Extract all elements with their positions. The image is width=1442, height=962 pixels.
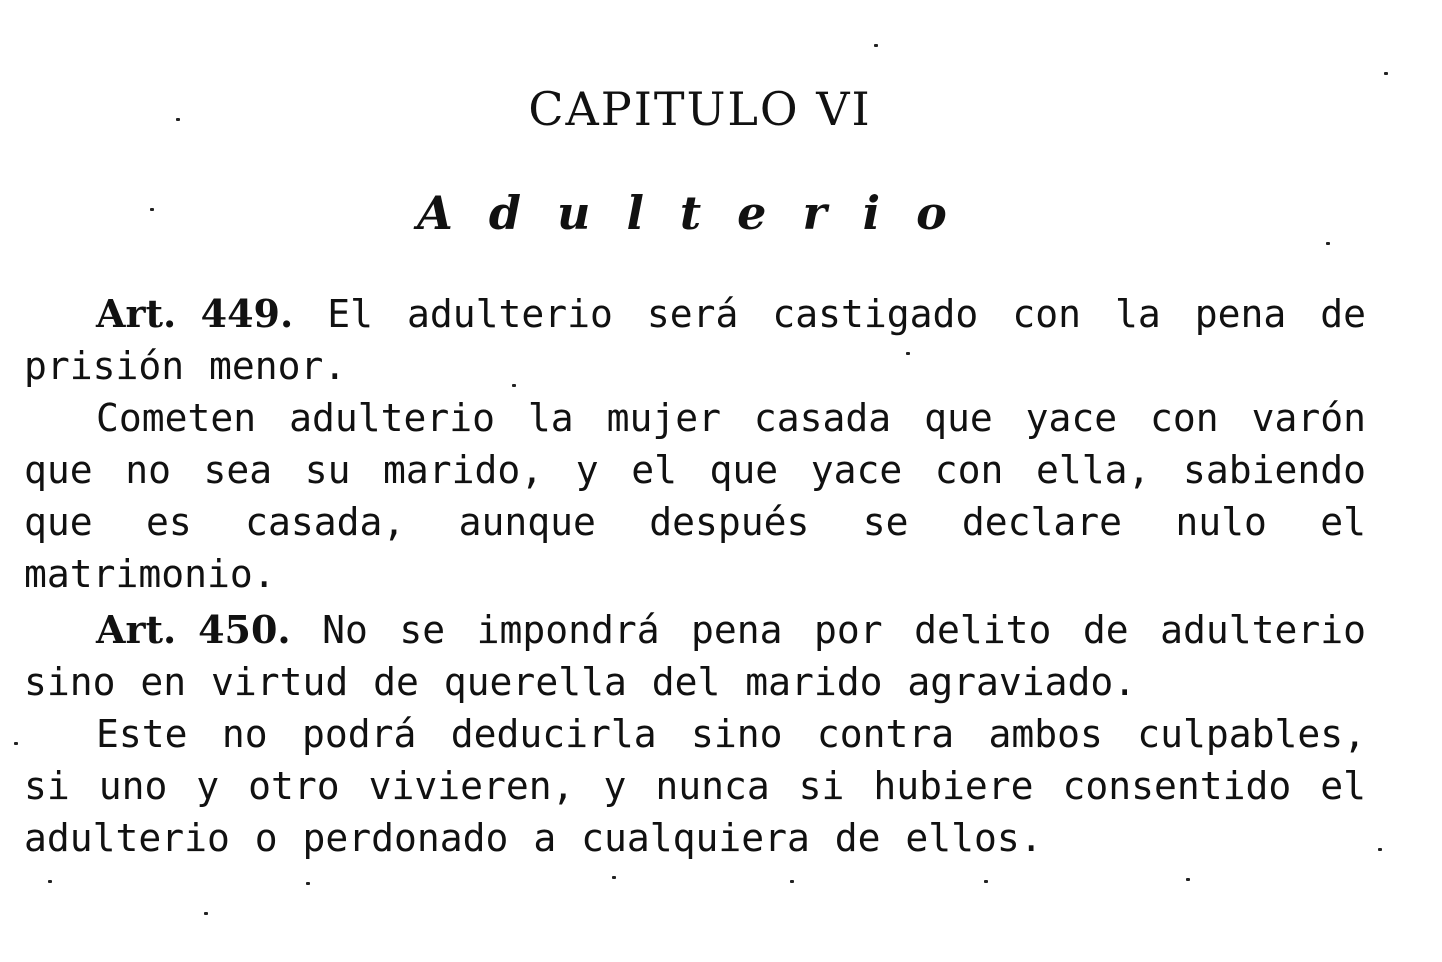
scan-speck — [306, 882, 310, 885]
scan-speck — [512, 384, 516, 387]
chapter-title: CAPITULO VI — [528, 82, 872, 136]
scan-speck — [984, 880, 988, 883]
article-449-second-paragraph — [24, 392, 1366, 600]
article-text: Cometen adulterio la mujer casada que yace con varón que no sea su marido, y el que yace con ella, sabiendo que es casada, aunque después se declare nulo el matrimonio. — [24, 396, 1366, 596]
article-450-paragraph — [24, 604, 1366, 708]
scan-speck — [150, 208, 154, 211]
scan-speck — [612, 876, 616, 879]
article-number: Art. 450. — [96, 607, 291, 652]
article-number: Art. 449. — [96, 291, 294, 336]
scan-speck — [1378, 848, 1382, 851]
chapter-subtitle: Adulterio — [417, 186, 983, 240]
scan-speck — [874, 44, 878, 47]
scan-speck — [204, 912, 208, 915]
article-450-second-paragraph — [24, 708, 1366, 864]
scan-speck — [176, 118, 180, 121]
scan-speck — [906, 352, 910, 355]
scan-speck — [1384, 72, 1388, 75]
scan-speck — [14, 742, 18, 745]
scan-speck — [1326, 242, 1330, 245]
scan-speck — [790, 880, 794, 883]
article-text: Este no podrá deducirla sino contra ambos culpables, si uno y otro vivieren, y nunca si hubiere consentido el adulterio o perdonado a cualquiera de ellos. — [24, 712, 1366, 860]
article-449-paragraph — [24, 288, 1366, 392]
scan-speck — [1186, 878, 1190, 881]
article-text: No se impondrá pena por delito de adulterio sino en virtud de querella del marido agraviado. — [24, 608, 1366, 704]
article-text: El adulterio será castigado con la pena de prisión menor. — [24, 292, 1366, 388]
scan-speck — [48, 880, 52, 883]
